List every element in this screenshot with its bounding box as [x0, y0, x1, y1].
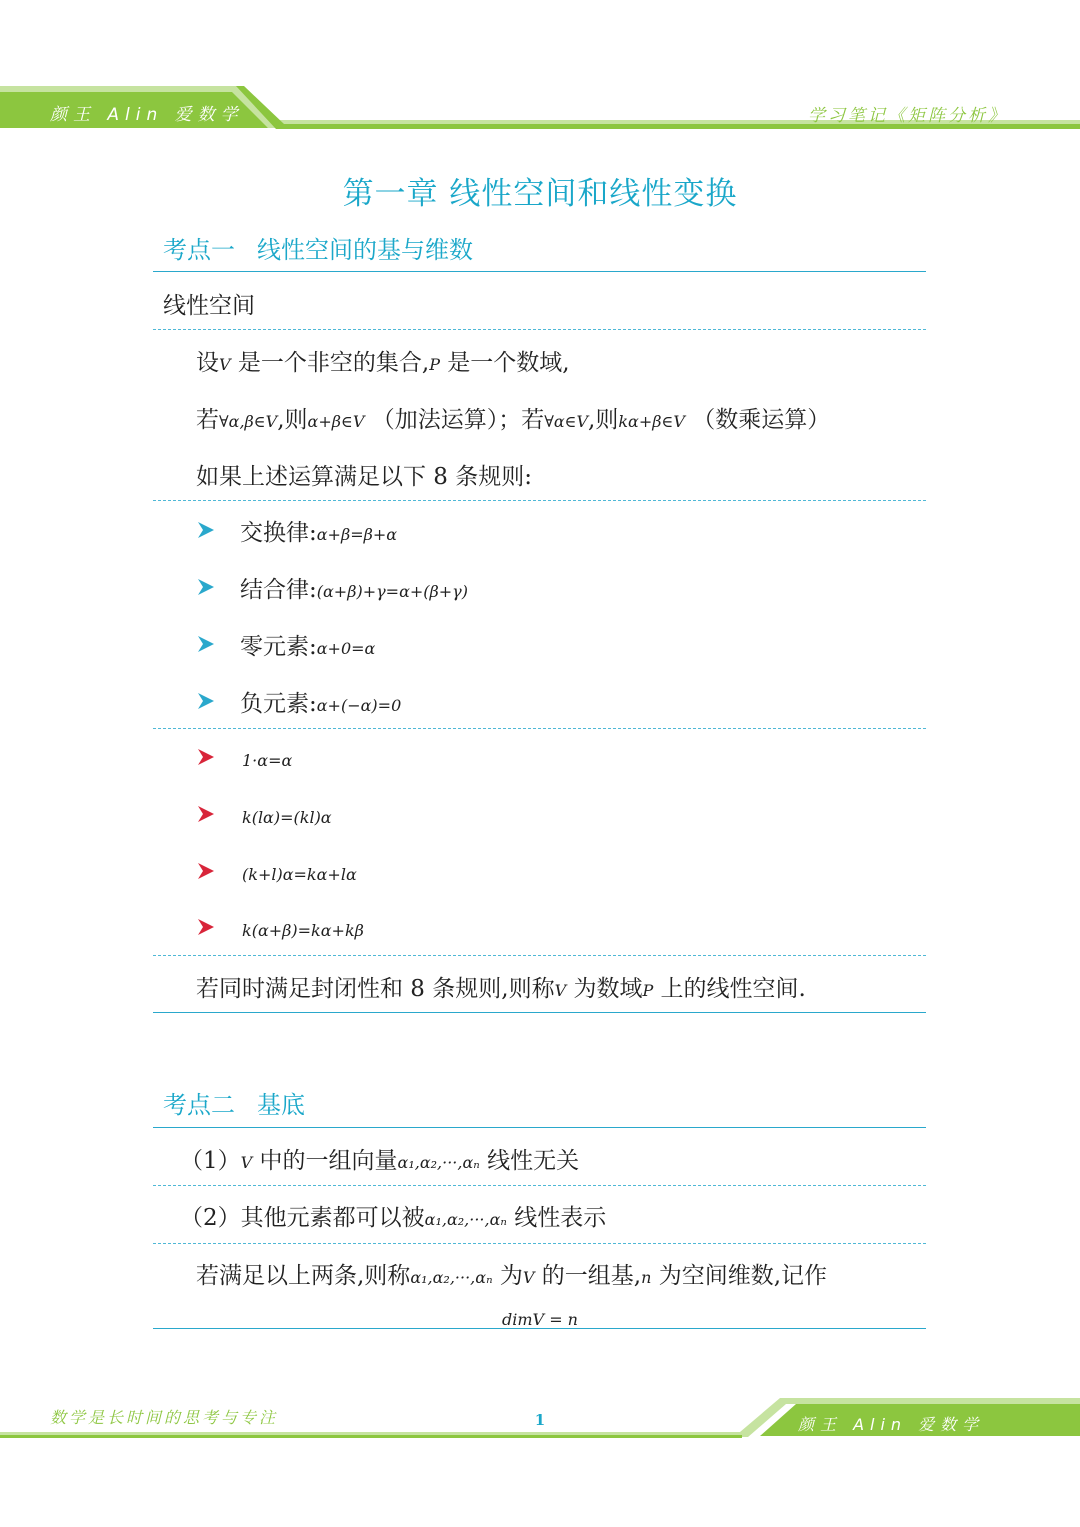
intro-line-2: 若∀α,β∈V,则α+β∈V （加法运算）；若∀α∈V,则kα+β∈V （数乘运算） [196, 407, 831, 433]
rule-scalar-distributive-2: k(α+β)=kα+kβ [242, 921, 364, 940]
arrow-bullet-icon [196, 804, 216, 824]
rule-zero-element: 零元素:α+0=α [240, 634, 376, 660]
rule-commutative: 交换律:α+β=β+α [240, 520, 398, 546]
arrow-bullet-icon [196, 747, 216, 767]
intro-line-3: 如果上述运算满足以下 8 条规则: [196, 464, 533, 490]
section1-conclusion: 若同时满足封闭性和 8 条规则,则称V 为数域P 上的线性空间. [196, 976, 806, 1002]
header-right-label: 学习笔记《矩阵分析》 [808, 106, 1008, 126]
divider [153, 500, 926, 501]
section1-heading [163, 230, 473, 265]
rule-associative: 结合律:(α+β)+γ=α+(β+γ) [240, 577, 468, 603]
rule-scalar-distributive-1: (k+l)α=kα+lα [242, 865, 357, 884]
section1-end-rule [153, 1012, 926, 1013]
arrow-bullet-icon [196, 917, 216, 937]
section1-number: 考点一 [163, 236, 235, 264]
header-left-label: 颜王 Alin 爱数学 [50, 105, 244, 125]
footer-right-label: 颜王 Alin 爱数学 [798, 1415, 985, 1434]
section2-conclusion: 若满足以上两条,则称α₁,α₂,···,αₙ 为V 的一组基,n 为空间维数,记作 [196, 1263, 827, 1289]
divider [153, 329, 926, 330]
divider [153, 728, 926, 729]
chapter-title: 第一章 线性空间和线性变换 [342, 176, 738, 212]
basis-condition-2: （2）其他元素都可以被α₁,α₂,···,αₙ 线性表示 [180, 1205, 607, 1231]
section2-title: 基底 [257, 1091, 305, 1119]
section2-rule [153, 1127, 926, 1128]
rule-identity-scalar: 1·α=α [242, 751, 293, 770]
arrow-bullet-icon [196, 634, 216, 654]
divider [153, 1243, 926, 1244]
basis-condition-1: （1）V 中的一组向量α₁,α₂,···,αₙ 线性无关 [180, 1148, 580, 1174]
section2-heading [163, 1085, 305, 1120]
intro-line-1: 设V 是一个非空的集合,P 是一个数域, [196, 350, 570, 376]
divider [153, 1185, 926, 1186]
rule-scalar-associative: k(lα)=(kl)α [242, 808, 332, 827]
section1-rule [153, 271, 926, 272]
arrow-bullet-icon [196, 577, 216, 597]
arrow-bullet-icon [196, 520, 216, 540]
section2-end-rule [153, 1328, 926, 1329]
section2-number: 考点二 [163, 1091, 235, 1119]
subheading-linear-space: 线性空间 [163, 293, 255, 319]
footer-motto: 数学是长时间的思考与专注 [50, 1408, 279, 1427]
rule-negative-element: 负元素:α+(−α)=0 [240, 691, 402, 717]
arrow-bullet-icon [196, 691, 216, 711]
dimension-formula: dimV = n [502, 1310, 578, 1329]
divider [153, 955, 926, 956]
page-number: 1 [534, 1411, 546, 1429]
section1-title: 线性空间的基与维数 [257, 236, 473, 264]
arrow-bullet-icon [196, 861, 216, 881]
